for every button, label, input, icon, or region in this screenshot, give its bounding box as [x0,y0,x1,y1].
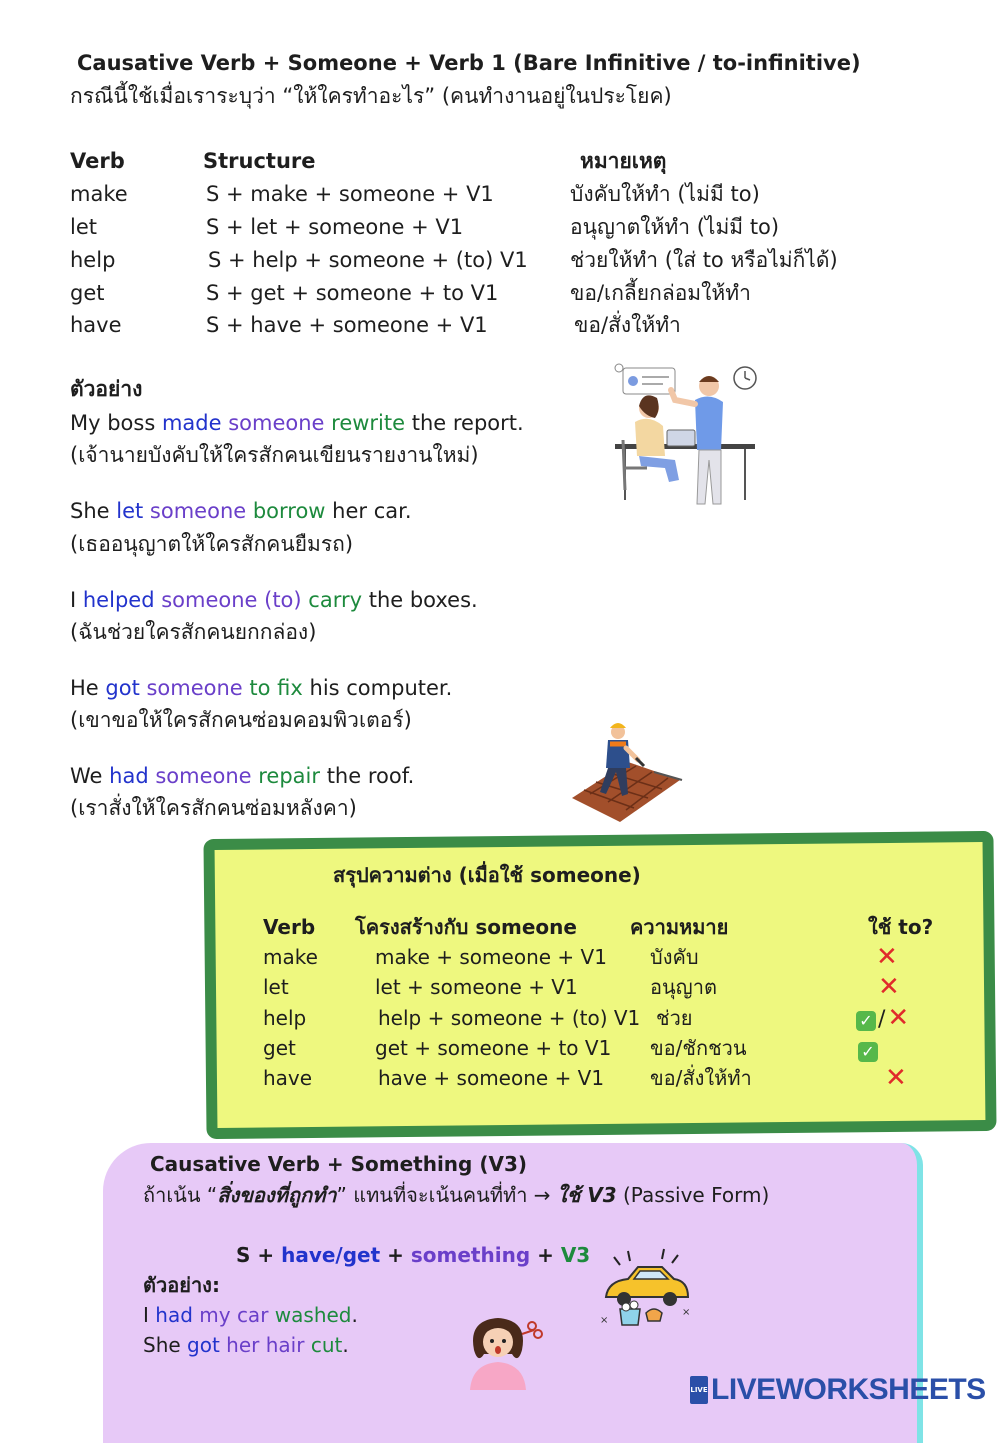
car-wash-illustration [598,1245,693,1333]
check-icon: ✓ [858,1042,878,1062]
table-row-verb: have [70,313,122,337]
example-sentence: We had someone repair the roof. [70,764,415,788]
summary-row-meaning: อนุญาต [650,975,717,999]
table-row-note: ขอ/สั่งให้ทำ [574,313,681,337]
summary-row-verb: help [263,1006,307,1030]
summary-row-verb: have [263,1066,313,1090]
summary-row-meaning: ขอ/ชักชวน [650,1036,747,1060]
example-sentence: He got someone to fix his computer. [70,676,453,700]
check-wrap [858,1035,878,1065]
summary-header-structure: โครงสร้างกับ someone [355,915,577,939]
check-or-cross [856,1003,909,1035]
table-row-note: อนุญาตให้ทำ (ไม่มี to) [570,215,780,239]
cross-icon: ✕ [887,1003,910,1033]
summary-row-meaning: ช่วย [656,1006,693,1030]
passive-description: ถ้าเน้น “สิ่งของที่ถูกทำ” แทนที่จะเน้นคนที่ทำ → ใช้ V3 (Passive Form) [143,1183,770,1207]
table-row-note: ขอ/เกลี้ยกล่อมให้ทำ [570,281,751,305]
summary-row-structure: help + someone + (to) V1 [378,1006,641,1030]
passive-formula: S + have/get + something + V3 [236,1243,591,1267]
example-sentence: My boss made someone rewrite the report. [70,411,524,435]
table-row-verb: help [70,248,116,272]
cross-icon: ✕ [876,942,898,972]
passive-title: Causative Verb + Something (V3) [150,1152,528,1176]
cross-icon: ✕ [878,972,900,1002]
roof-worker-illustration [570,718,685,828]
logo-text: LIVEWORKSHEETS [711,1373,986,1406]
office-meeting-illustration [605,360,765,510]
summary-row-structure: make + someone + V1 [375,945,607,969]
table-row-note: ช่วยให้ทำ (ใส่ to หรือไม่ก็ได้) [570,248,838,272]
summary-header-meaning: ความหมาย [630,915,729,939]
summary-header-to: ใช้ to? [868,915,934,939]
summary-row-verb: make [263,945,318,969]
summary-row-structure: get + someone + to V1 [375,1036,612,1060]
table-row-note: บังคับให้ทำ (ไม่มี to) [570,182,760,206]
table-row-verb: let [70,215,97,239]
slash-text: / [878,1007,886,1032]
table-row-structure: S + let + someone + V1 [206,215,464,239]
example-translation: (เจ้านายบังคับให้ใครสักคนเขียนรายงานใหม่) [70,443,479,467]
example-translation: (ฉันช่วยใครสักคนยกกล่อง) [70,620,317,644]
svg-text:×: × [600,1315,609,1326]
table-row-structure: S + make + someone + V1 [206,182,494,206]
summary-row-meaning: ขอ/สั่งให้ทำ [650,1066,752,1090]
passive-example-heading: ตัวอย่าง: [143,1273,220,1297]
live-badge-icon: LIVE [690,1376,708,1404]
col-header-structure: Structure [203,149,316,173]
summary-header-verb: Verb [263,915,316,939]
cross-icon: ✕ [885,1063,907,1093]
example-translation: (เธออนุญาตให้ใครสักคนยืมรถ) [70,532,354,556]
passive-example: I had my car washed. [143,1303,358,1327]
page-subtitle: กรณีนี้ใช้เมื่อเราระบุว่า “ให้ใครทำอะไร” (คนทำงานอยู่ในประโยค) [70,84,672,108]
summary-row-verb: get [263,1036,296,1060]
col-header-note: หมายเหตุ [580,149,667,173]
svg-text:×: × [682,1307,691,1318]
example-sentence: She let someone borrow her car. [70,499,412,523]
example-sentence: I helped someone (to) carry the boxes. [70,588,478,612]
haircut-girl-illustration [460,1310,545,1390]
examples-heading: ตัวอย่าง [70,377,143,401]
table-row-structure: S + get + someone + to V1 [206,281,499,305]
summary-title: สรุปความต่าง (เมื่อใช้ someone) [333,863,641,887]
summary-row-structure: let + someone + V1 [375,975,578,999]
summary-row-meaning: บังคับ [650,945,699,969]
example-translation: (เราสั่งให้ใครสักคนซ่อมหลังคา) [70,796,357,820]
table-row-structure: S + have + someone + V1 [206,313,488,337]
page-title: Causative Verb + Someone + Verb 1 (Bare Infinitive / to-infinitive) [77,51,861,75]
summary-row-verb: let [263,975,289,999]
passive-example: She got her hair cut. [143,1333,349,1357]
example-translation: (เขาขอให้ใครสักคนซ่อมคอมพิวเตอร์) [70,708,412,732]
check-icon: ✓ [856,1011,876,1031]
liveworksheets-logo [690,1372,986,1408]
table-row-verb: make [70,182,128,206]
col-header-verb: Verb [70,149,125,173]
table-row-verb: get [70,281,105,305]
table-row-structure: S + help + someone + (to) V1 [208,248,528,272]
summary-row-structure: have + someone + V1 [378,1066,605,1090]
